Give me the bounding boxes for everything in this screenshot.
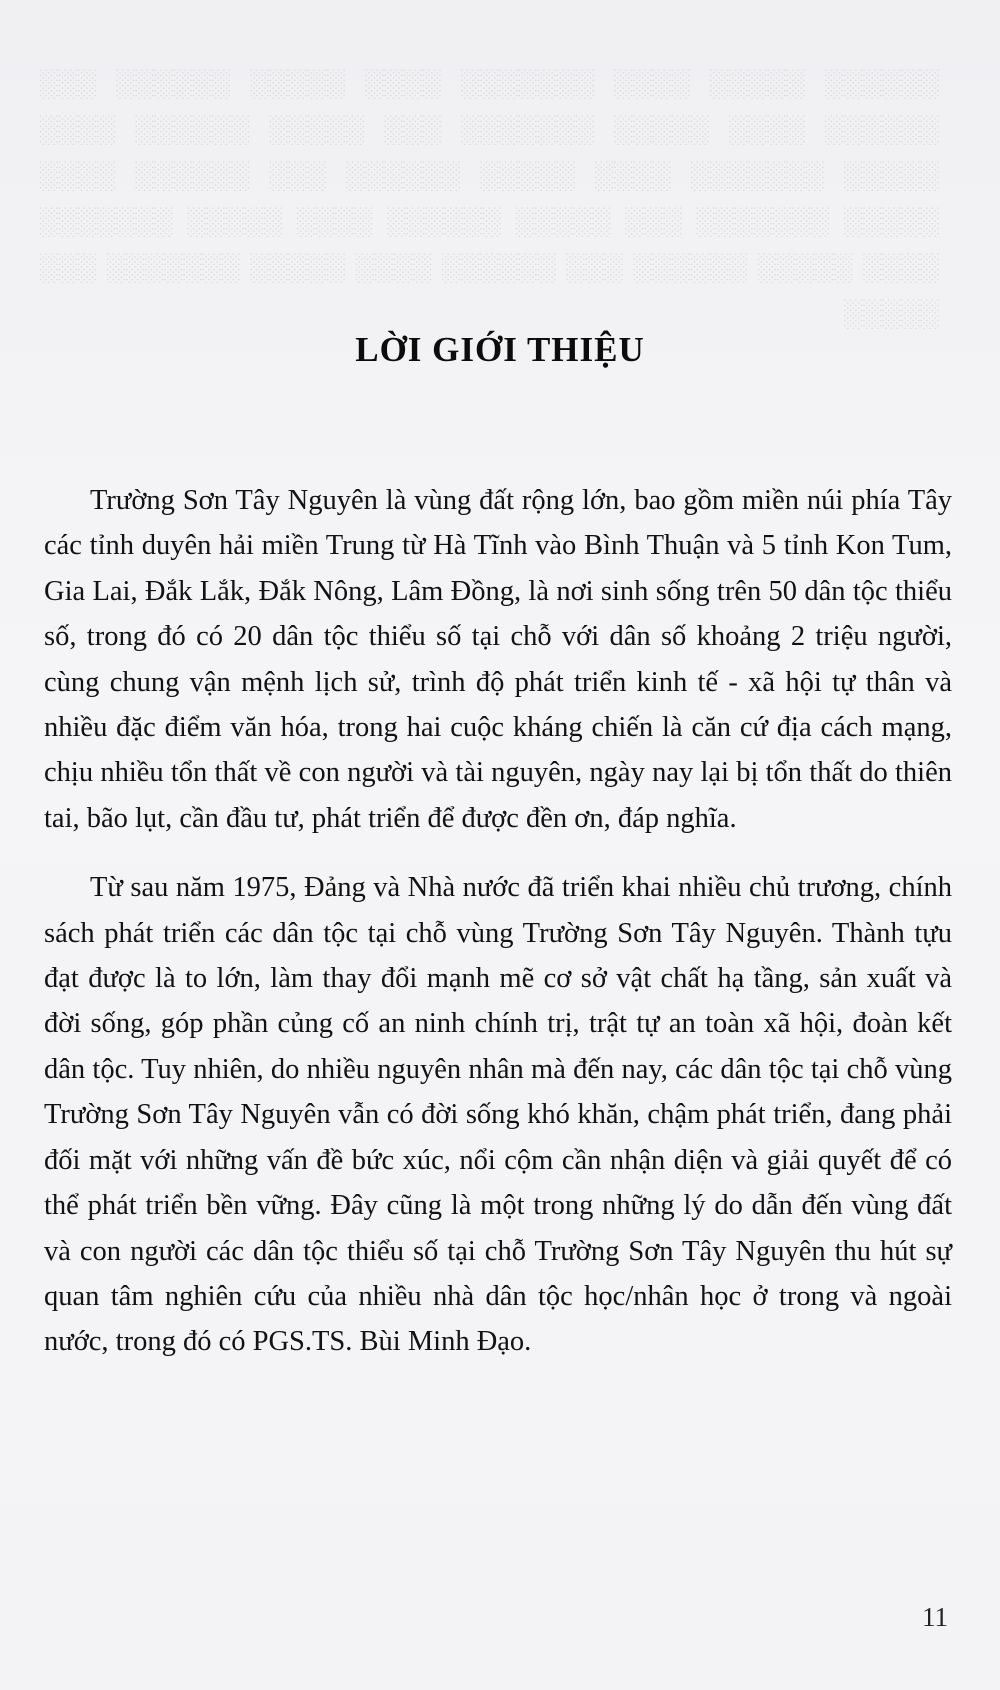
- body-text: [44, 478, 952, 1365]
- page-number: 11: [922, 1602, 948, 1632]
- reverse-page-bleed-through: ░░░░░░ ░░░░░ ░░░░ ░░░░░░░ ░░░░ ░░░░░ ░░░░░░ ░░░ ░░░░░░ ░░░░ ░░░░░ ░░░░░░░ ░░░ ░░░░░ ░░░░░░ ░░░░ ░░░░░ ░░░░░░░ ░░░░ ░░░░░ ░░░░░░ ░░░ ░░░░░░ ░░░░ ░░░░░ ░░░░░░░ ░░░ ░░░░░ ░░░░░░ ░░░░ ░░░░░ ░░░░░░░ ░░░░ ░░░░░ ░░░░░░ ░░░ ░░░░░░ ░░░░ ░░░░░ ░░░░░░░ ░░░ ░░░░░: [40, 68, 940, 328]
- page-title: LỜI GIỚI THIỆU: [355, 330, 645, 369]
- paragraph: Từ sau năm 1975, Đảng và Nhà nước đã triển khai nhiều chủ trương, chính sách phát triển các dân tộc tại chỗ vùng Trường Sơn Tây Nguyên. Thành tựu đạt được là to lớn, làm thay đổi mạnh mẽ cơ sở vật chất hạ tầng, sản xuất và đời sống, góp phần củng cố an ninh chính trị, trật tự an toàn xã hội, đoàn kết dân tộc. Tuy nhiên, do nhiều nguyên nhân mà đến nay, các dân tộc tại chỗ vùng Trường Sơn Tây Nguyên vẫn có đời sống khó khăn, chậm phát triển, đang phải đối mặt với những vấn đề bức xúc, nổi cộm cần nhận diện và giải quyết để có thể phát triển bền vững. Đây cũng là một trong những lý do dẫn đến vùng đất và con người các dân tộc thiểu số tại chỗ Trường Sơn Tây Nguyên thu hút sự quan tâm nghiên cứu của nhiều nhà dân tộc học/nhân học ở trong và ngoài nước, trong đó có PGS.TS. Bùi Minh Đạo.: [44, 872, 952, 1358]
- paragraph: Trường Sơn Tây Nguyên là vùng đất rộng lớn, bao gồm miền núi phía Tây các tỉnh duyên hải miền Trung từ Hà Tĩnh vào Bình Thuận và 5 tỉnh Kon Tum, Gia Lai, Đắk Lắk, Đắk Nông, Lâm Đồng, là nơi sinh sống trên 50 dân tộc thiểu số, trong đó có 20 dân tộc thiểu số tại chỗ với dân số khoảng 2 triệu người, cùng chung vận mệnh lịch sử, trình độ phát triển kinh tế - xã hội tự thân và nhiều đặc điểm văn hóa, trong hai cuộc kháng chiến là căn cứ địa cách mạng, chịu nhiều tổn thất về con người và tài nguyên, ngày nay lại bị tổn thất do thiên tai, bão lụt, cần đầu tư, phát triển để được đền ơn, đáp nghĩa.: [44, 485, 952, 834]
